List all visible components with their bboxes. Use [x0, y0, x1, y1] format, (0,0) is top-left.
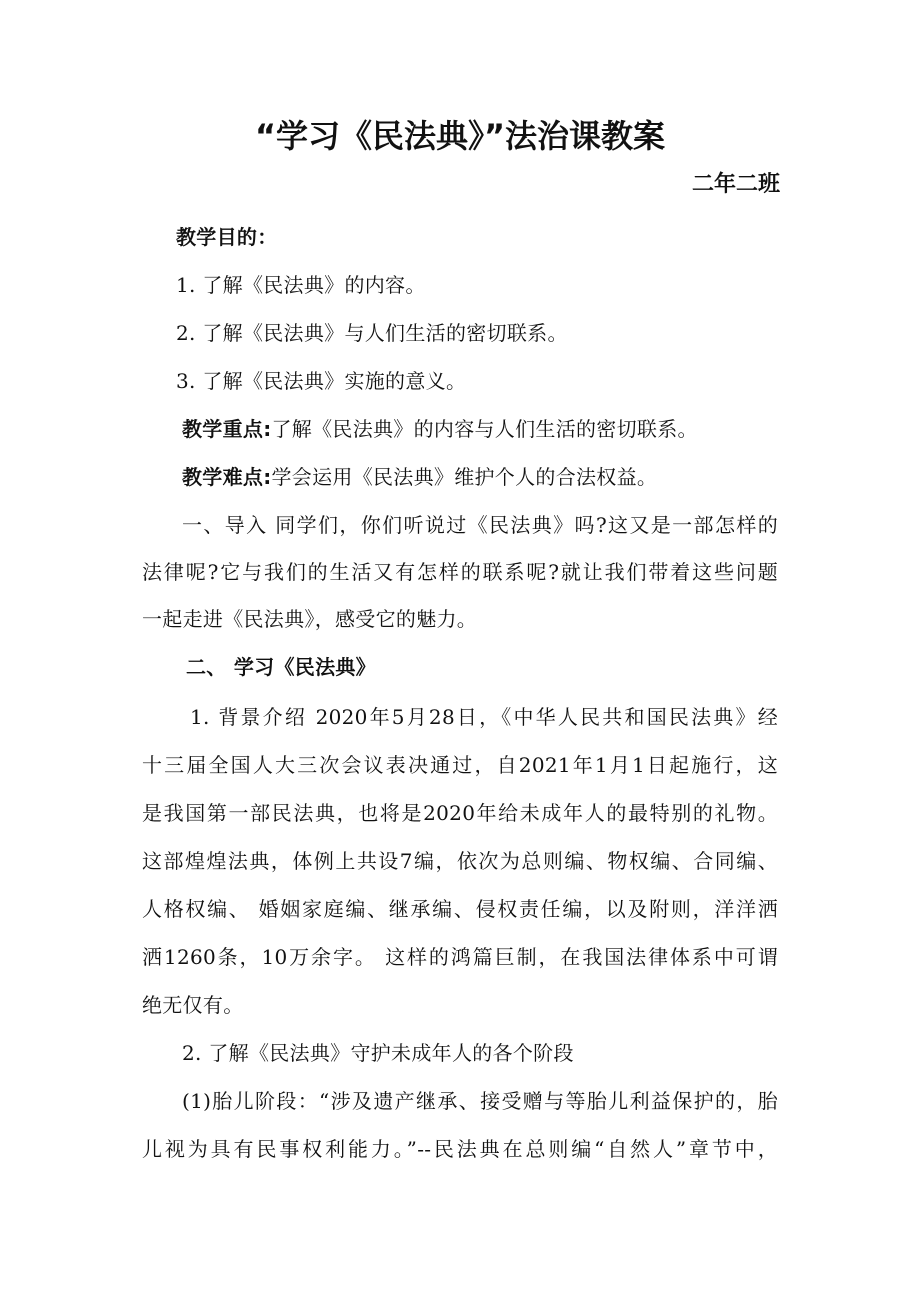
- background-line: 洒1260条，10万余字。 这样的鸿篇巨制，在我国法律体系中可谓: [142, 945, 778, 969]
- stages-heading: 2. 了解《民法典》守护未成年人的各个阶段: [182, 1041, 574, 1065]
- objective-item: 1. 了解《民法典》的内容。: [176, 273, 426, 297]
- background-line: 人格权编、 婚姻家庭编、继承编、侵权责任编，以及附则，洋洋洒: [142, 897, 778, 921]
- background-line: 是我国第一部民法典，也将是2020年给未成年人的最特别的礼物。: [142, 801, 778, 825]
- background-line: 十三届全国人大三次会议表决通过，自2021年1月1日起施行，这: [142, 753, 778, 777]
- fetus-line: 儿视为具有民事权利能力。”--民法典在总则编“自然人”章节中，: [142, 1137, 778, 1161]
- key-point-label: 教学重点:: [182, 417, 272, 441]
- key-point-text: 了解《民法典》的内容与人们生活的密切联系。: [271, 417, 698, 441]
- objectives-heading: 教学目的：: [176, 225, 278, 249]
- fetus-line: (1)胎儿阶段：“涉及遗产继承、接受赠与等胎儿利益保护的，胎: [182, 1089, 778, 1113]
- objective-item: 3. 了解《民法典》实施的意义。: [176, 369, 467, 393]
- document-title: “学习《民法典》”法治课教案: [254, 117, 666, 155]
- difficulty-label: 教学难点:: [182, 465, 272, 489]
- class-name: 二年二班: [691, 172, 780, 197]
- difficulty-text: 学会运用《民法典》维护个人的合法权益。: [271, 465, 658, 489]
- intro-line: 一起走进《民法典》，感受它的魅力。: [142, 607, 478, 631]
- background-line: 绝无仅有。: [142, 993, 244, 1017]
- intro-line: 一、导入 同学们，你们听说过《民法典》吗?这又是一部怎样的: [182, 513, 778, 537]
- difficulty: [182, 462, 657, 492]
- section2-heading: 二、 学习《民法典》: [186, 655, 376, 679]
- background-line: 这部煌煌法典，体例上共设7编，依次为总则编、物权编、合同编、: [142, 849, 778, 873]
- background-line: 1. 背景介绍 2020年5月28日，《中华人民共和国民法典》经: [190, 705, 778, 729]
- objective-item: 2. 了解《民法典》与人们生活的密切联系。: [176, 321, 568, 345]
- key-point: [182, 414, 698, 444]
- intro-line: 法律呢?它与我们的生活又有怎样的联系呢?就让我们带着这些问题: [142, 560, 778, 584]
